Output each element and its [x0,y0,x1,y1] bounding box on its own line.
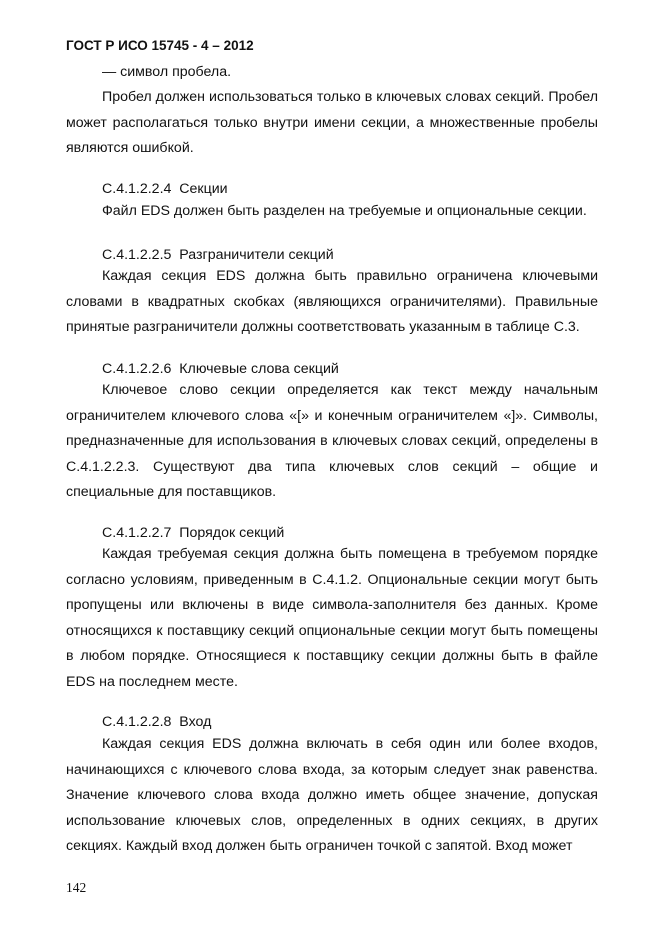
page-number: 142 [66,880,87,895]
paragraph-space-rules: Пробел должен использоваться только в ключевых словах секций. Пробел может располагаться только внутри имени секции, а множественные пробелы являются ошибкой. [66,89,598,157]
paragraph-section-order: Каждая требуемая секция должна быть помещена в требуемом порядке согласно условиям, приведенным в С.4.1.2. Опциональные секции могут быть пропущены или включены в виде символа-заполнителя без данных. Кроме относящихся к поставщику секций опциональные секции могут быть помещены в любом порядке. Относящиеся к поставщику секции должны быть в файле EDS на последнем месте. [66,546,598,690]
paragraph-section-keywords: Ключевое слово секции определяется как текст между начальным ограничителем ключевого слова «[» и конечным ограничителем «]». Символы, предназначенные для использования в ключевых словах секций, определены в С.4.1.2.2.3. Существуют два типа ключевых слов секций – общие и специальные для поставщиков. [66,382,598,501]
heading-section-order: С.4.1.2.2.7 Порядок секций [102,525,285,541]
document-header: ГОСТ Р ИСО 15745 - 4 – 2012 [66,38,254,53]
paragraph-section-delimiters: Каждая секция EDS должна быть правильно ограничена ключевыми словами в квадратных скобках (являющихся ограничителями). Правильные принятые разграничители должны соответствовать указанным в таблице С.3. [66,268,598,336]
heading-sections: С.4.1.2.2.4 Секции [102,181,228,197]
heading-section-delimiters: С.4.1.2.2.5 Разграничители секций [102,247,334,263]
heading-entry: С.4.1.2.2.8 Вход [102,714,212,730]
paragraph-sections: Файл EDS должен быть разделен на требуемые и опциональные секции. [102,203,587,219]
paragraph-entry: Каждая секция EDS должна включать в себя один или более входов, начинающихся с ключевого слова входа, за которым следует знак равенства. Значение ключевого слова входа должно иметь общее значение, допуская использование ключевых слов, определенных в одних секциях, в других секциях. Каждый вход должен быть ограничен точкой с запятой. Вход может [66,736,598,855]
paragraph-space-symbol: — символ пробела. [102,64,232,80]
heading-section-keywords: С.4.1.2.2.6 Ключевые слова секций [102,361,339,377]
